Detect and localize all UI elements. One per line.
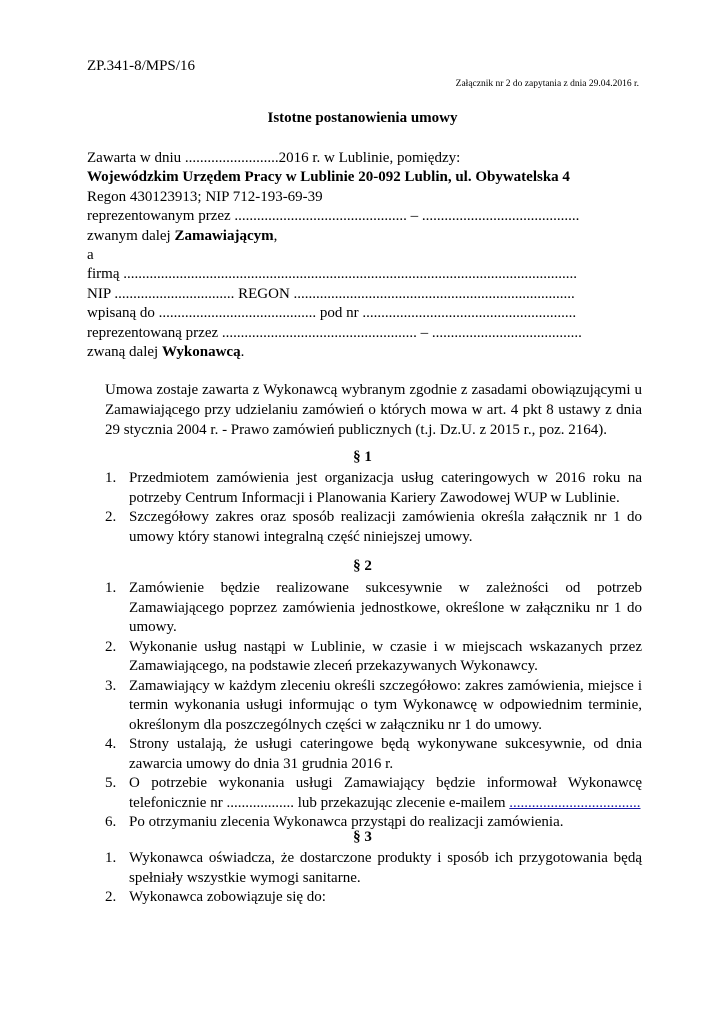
alias-employer: Zamawiającym xyxy=(174,227,274,244)
employer-name: Wojewódzkim Urzędem Pracy w Lublinie 20-092 Lublin, ul. Obywatelska 4 xyxy=(87,169,570,186)
contract-date-line: Zawarta w dniu .........................2016 r. w Lublinie, pomiędzy: xyxy=(87,150,461,166)
item-text: Przedmiotem zamówienia jest organizacja usług cateringowych w 2016 roku na potrzeby Centrum Informacji i Planowania Kariery Zawodowej WUP w Lublinie. xyxy=(129,470,642,506)
alias-suffix: , xyxy=(273,227,278,244)
item-number: 4. xyxy=(105,736,117,752)
section-heading-3: § 3 xyxy=(353,829,372,845)
item-number: 1. xyxy=(105,850,117,866)
item-text: Strony ustalają, że usługi cateringowe będą wykonywane sukcesywnie, od dnia zawarcia umowy do dnia 31 grudnia 2016 r. xyxy=(129,736,642,772)
section-heading-2: § 2 xyxy=(353,558,372,574)
section-heading-1: § 1 xyxy=(353,449,372,465)
alias-prefix: zwaną dalej xyxy=(87,343,162,360)
list-item xyxy=(105,508,642,547)
intro-paragraph: Umowa zostaje zawarta z Wykonawcą wybranym zgodnie z zasadami obowiązującymi u Zamawiającego przy udzielaniu zamówień o których mowa w art. 4 pkt 8 ustawy z dnia 29 stycznia 2004 r. - Prawo zamówień publicznych (t.j. Dz.U. z 2015 r., poz. 2164). xyxy=(105,382,642,438)
email-link[interactable]: ................................... xyxy=(509,794,641,811)
item-number: 2. xyxy=(105,889,117,905)
item-number: 1. xyxy=(105,580,117,596)
section-1-list xyxy=(105,469,642,547)
conjunction: a xyxy=(87,246,94,263)
list-item xyxy=(105,638,642,677)
list-item xyxy=(105,849,642,888)
item-text: Wykonawca zobowiązuje się do: xyxy=(129,889,326,905)
section-3-list xyxy=(105,849,642,908)
alias-prefix: zwanym dalej xyxy=(87,227,175,244)
reference-number: ZP.341-8/MPS/16 xyxy=(87,58,195,74)
item-number: 2. xyxy=(105,509,117,525)
list-item xyxy=(105,735,642,774)
list-item xyxy=(105,579,642,638)
alias-suffix: . xyxy=(240,343,245,360)
item-text: Wykonanie usług nastąpi w Lublinie, w czasie i w miejscach wskazanych przez Zamawiającego, na podstawie zleceń przekazywanych Wykonawcy. xyxy=(129,638,642,674)
item-number: 2. xyxy=(105,638,117,655)
item-number: 3. xyxy=(105,677,117,694)
attachment-note: Załącznik nr 2 do zapytania z dnia 29.04.2016 r. xyxy=(455,79,639,89)
item-text: Wykonawca oświadcza, że dostarczone produkty i sposób ich przygotowania będą spełniały wszystkie wymogi sanitarne. xyxy=(129,850,642,886)
parties-block xyxy=(87,149,647,362)
item-text: Po otrzymaniu zlecenia Wykonawca przystąpi do realizacji zamówienia. xyxy=(129,814,564,830)
contractor-representative-line: reprezentowaną przez .................................................... – ........................................ xyxy=(87,324,582,341)
item-number: 6. xyxy=(105,814,117,830)
employer-representative-line: reprezentowanym przez .............................................. – .......................................... xyxy=(87,208,580,225)
list-item xyxy=(105,677,642,736)
contractor-ids-line: NIP ................................ REGON ........................................................................... xyxy=(87,285,575,302)
list-item xyxy=(105,774,642,813)
item-text: O potrzebie wykonania usługi Zamawiający będzie informował Wykonawcę telefonicznie nr .................. lub przekazując zlecenie e-mailem xyxy=(129,775,642,811)
alias-contractor: Wykonawcą xyxy=(161,343,241,360)
employer-ids: Regon 430123913; NIP 712-193-69-39 xyxy=(87,188,323,205)
employer-alias-line xyxy=(87,227,647,246)
contractor-alias-line xyxy=(87,343,647,362)
item-text: Szczegółowy zakres oraz sposób realizacji zamówienia określa załącznik nr 1 do umowy który stanowi integralną część niniejszej umowy. xyxy=(129,509,642,545)
contractor-registry-line: wpisaną do .......................................... pod nr ......................................................... xyxy=(87,305,577,322)
item-text: Zamówienie będzie realizowane sukcesywnie w zależności od potrzeb Zamawiającego poprzez zamówienia jednostkowe, określone w załączniku nr 1 do umowy. xyxy=(129,580,642,635)
list-item xyxy=(105,888,642,908)
section-2-list xyxy=(105,579,642,833)
item-text: Zamawiający w każdym zleceniu określi szczegółowo: zakres zamówienia, miejsce i termin wykonania usługi informując o tym Wykonawcę w odpowiednim terminie, określonym dla poszczególnych części w załączniku nr 1 do umowy. xyxy=(129,677,642,733)
list-item xyxy=(105,469,642,508)
item-number: 1. xyxy=(105,470,117,486)
document-title: Istotne postanowienia umowy xyxy=(267,110,458,126)
item-number: 5. xyxy=(105,775,117,791)
contractor-company-line: firmą ......................................................................................................................... xyxy=(87,266,577,283)
